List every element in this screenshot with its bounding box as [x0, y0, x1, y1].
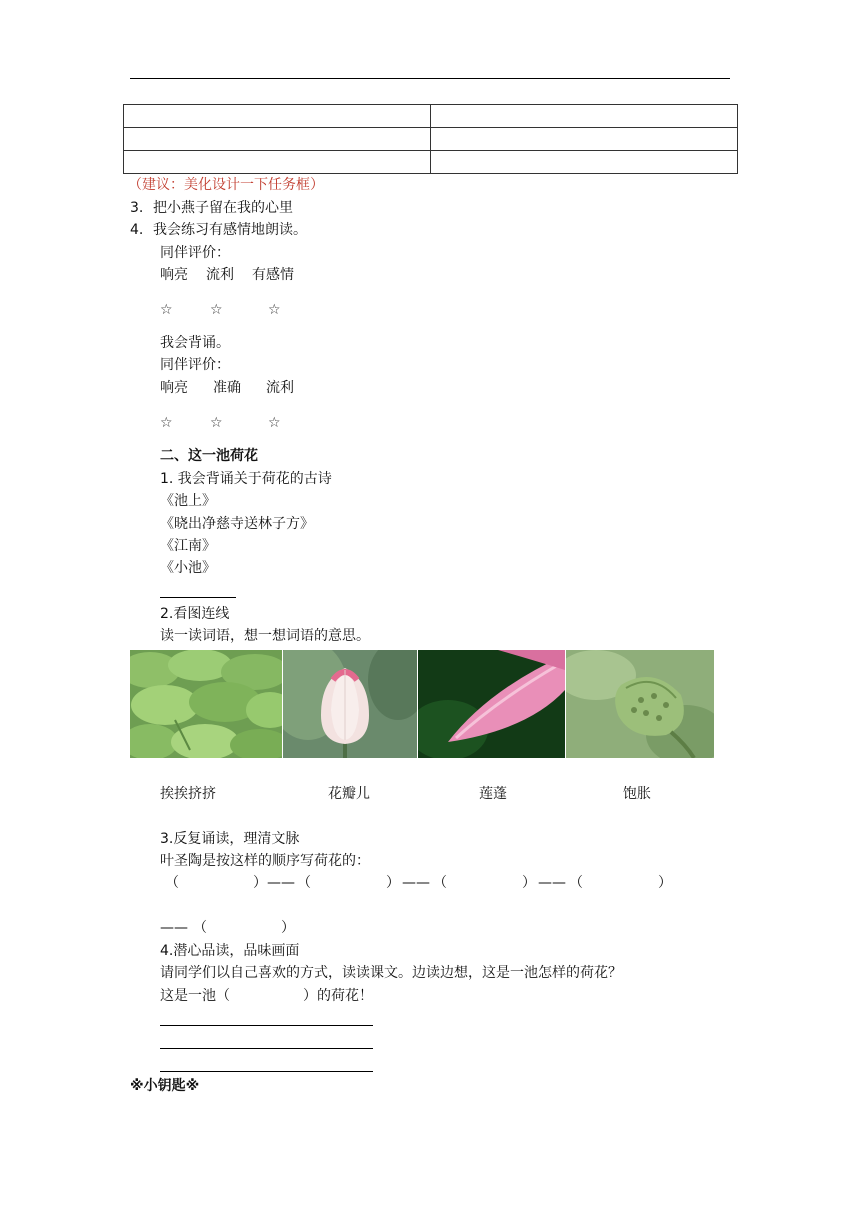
table-cell: [431, 105, 738, 128]
peer-eval-label: 同伴评价：: [160, 245, 230, 261]
rating-star-icon[interactable]: ☆: [160, 302, 173, 318]
criterion-loud: 响亮: [160, 267, 188, 283]
criterion-loud: 响亮: [160, 380, 188, 396]
key-title: ※小钥匙※: [130, 1078, 200, 1094]
bracket-open: （: [165, 875, 179, 891]
q3-title: 3.反复诵读，理清文脉: [160, 831, 300, 847]
design-suggestion: （建议：美化设计一下任务框）: [128, 177, 324, 193]
lotus-bud-image: [283, 650, 417, 758]
rating-star-icon[interactable]: ☆: [268, 415, 281, 431]
answer-blank-line[interactable]: [160, 1071, 373, 1072]
table-cell: [431, 128, 738, 151]
match-word[interactable]: 饱胀: [623, 786, 651, 802]
poem-title: 《小池》: [160, 560, 216, 576]
match-word[interactable]: 花瓣儿: [328, 786, 370, 802]
bracket-close: ）: [386, 875, 400, 891]
table-cell: [124, 105, 431, 128]
rating-star-icon[interactable]: ☆: [268, 302, 281, 318]
task-table: [123, 104, 738, 174]
bracket-open: （: [297, 875, 311, 891]
table-cell: [431, 151, 738, 174]
rating-star-icon[interactable]: ☆: [210, 302, 223, 318]
criterion-accurate: 准确: [213, 380, 241, 396]
answer-blank-line[interactable]: [160, 1048, 373, 1049]
item-4-number: 4.: [130, 222, 144, 238]
sequence-dash: ——: [402, 875, 430, 891]
q2-instruction: 读一读词语，想一想词语的意思。: [160, 628, 370, 644]
lotus-leaves-image: [130, 650, 282, 758]
sequence-dash: ——: [538, 875, 566, 891]
bracket-open: （: [433, 875, 447, 891]
q3-text: 叶圣陶是按这样的顺序写荷花的：: [160, 853, 370, 869]
poem-title: 《江南》: [160, 538, 216, 554]
bracket-open: （: [569, 875, 583, 891]
fill-suffix[interactable]: ）的荷花！: [303, 988, 373, 1004]
q1-title: 1. 我会背诵关于荷花的古诗: [160, 471, 332, 487]
lotus-seedpod-image: [566, 650, 714, 758]
rating-star-icon[interactable]: ☆: [210, 415, 223, 431]
header-rule: [130, 78, 730, 79]
q2-title: 2.看图连线: [160, 606, 230, 622]
item-3-text: 把小燕子留在我的心里: [153, 200, 293, 216]
poem-title: 《晓出净慈寺送林子方》: [160, 516, 314, 532]
criterion-fluent: 流利: [266, 380, 294, 396]
table-cell: [124, 128, 431, 151]
bracket-close: ）: [281, 920, 295, 936]
item-3-number: 3.: [130, 200, 144, 216]
item-4-text: 我会练习有感情地朗读。: [153, 222, 307, 238]
bracket-close: ）: [522, 875, 536, 891]
table-row: [124, 105, 738, 128]
answer-blank-line[interactable]: [160, 597, 236, 598]
table-row: [124, 128, 738, 151]
match-word[interactable]: 挨挨挤挤: [160, 786, 216, 802]
sequence-dash: ——: [160, 920, 188, 936]
section-heading: 二、这一池荷花: [160, 448, 258, 464]
answer-blank-line[interactable]: [160, 1025, 373, 1026]
sequence-dash: ——: [267, 875, 295, 891]
q4-text: 请同学们以自己喜欢的方式，读读课文。边读边想，这是一池怎样的荷花？: [160, 965, 622, 981]
lotus-petal-image: [418, 650, 565, 758]
q4-title: 4.潜心品读，品味画面: [160, 943, 300, 959]
rating-star-icon[interactable]: ☆: [160, 415, 173, 431]
bracket-close: ）: [658, 875, 672, 891]
criterion-emotional: 有感情: [252, 267, 294, 283]
table-row: [124, 151, 738, 174]
peer-eval-label: 同伴评价：: [160, 357, 230, 373]
criterion-fluent: 流利: [206, 267, 234, 283]
poem-title: 《池上》: [160, 493, 216, 509]
table-cell: [124, 151, 431, 174]
bracket-open: （: [193, 920, 207, 936]
match-word[interactable]: 莲蓬: [479, 786, 507, 802]
bracket-close: ）: [253, 875, 267, 891]
recite-label: 我会背诵。: [160, 335, 230, 351]
fill-prefix: 这是一池（: [160, 988, 230, 1004]
